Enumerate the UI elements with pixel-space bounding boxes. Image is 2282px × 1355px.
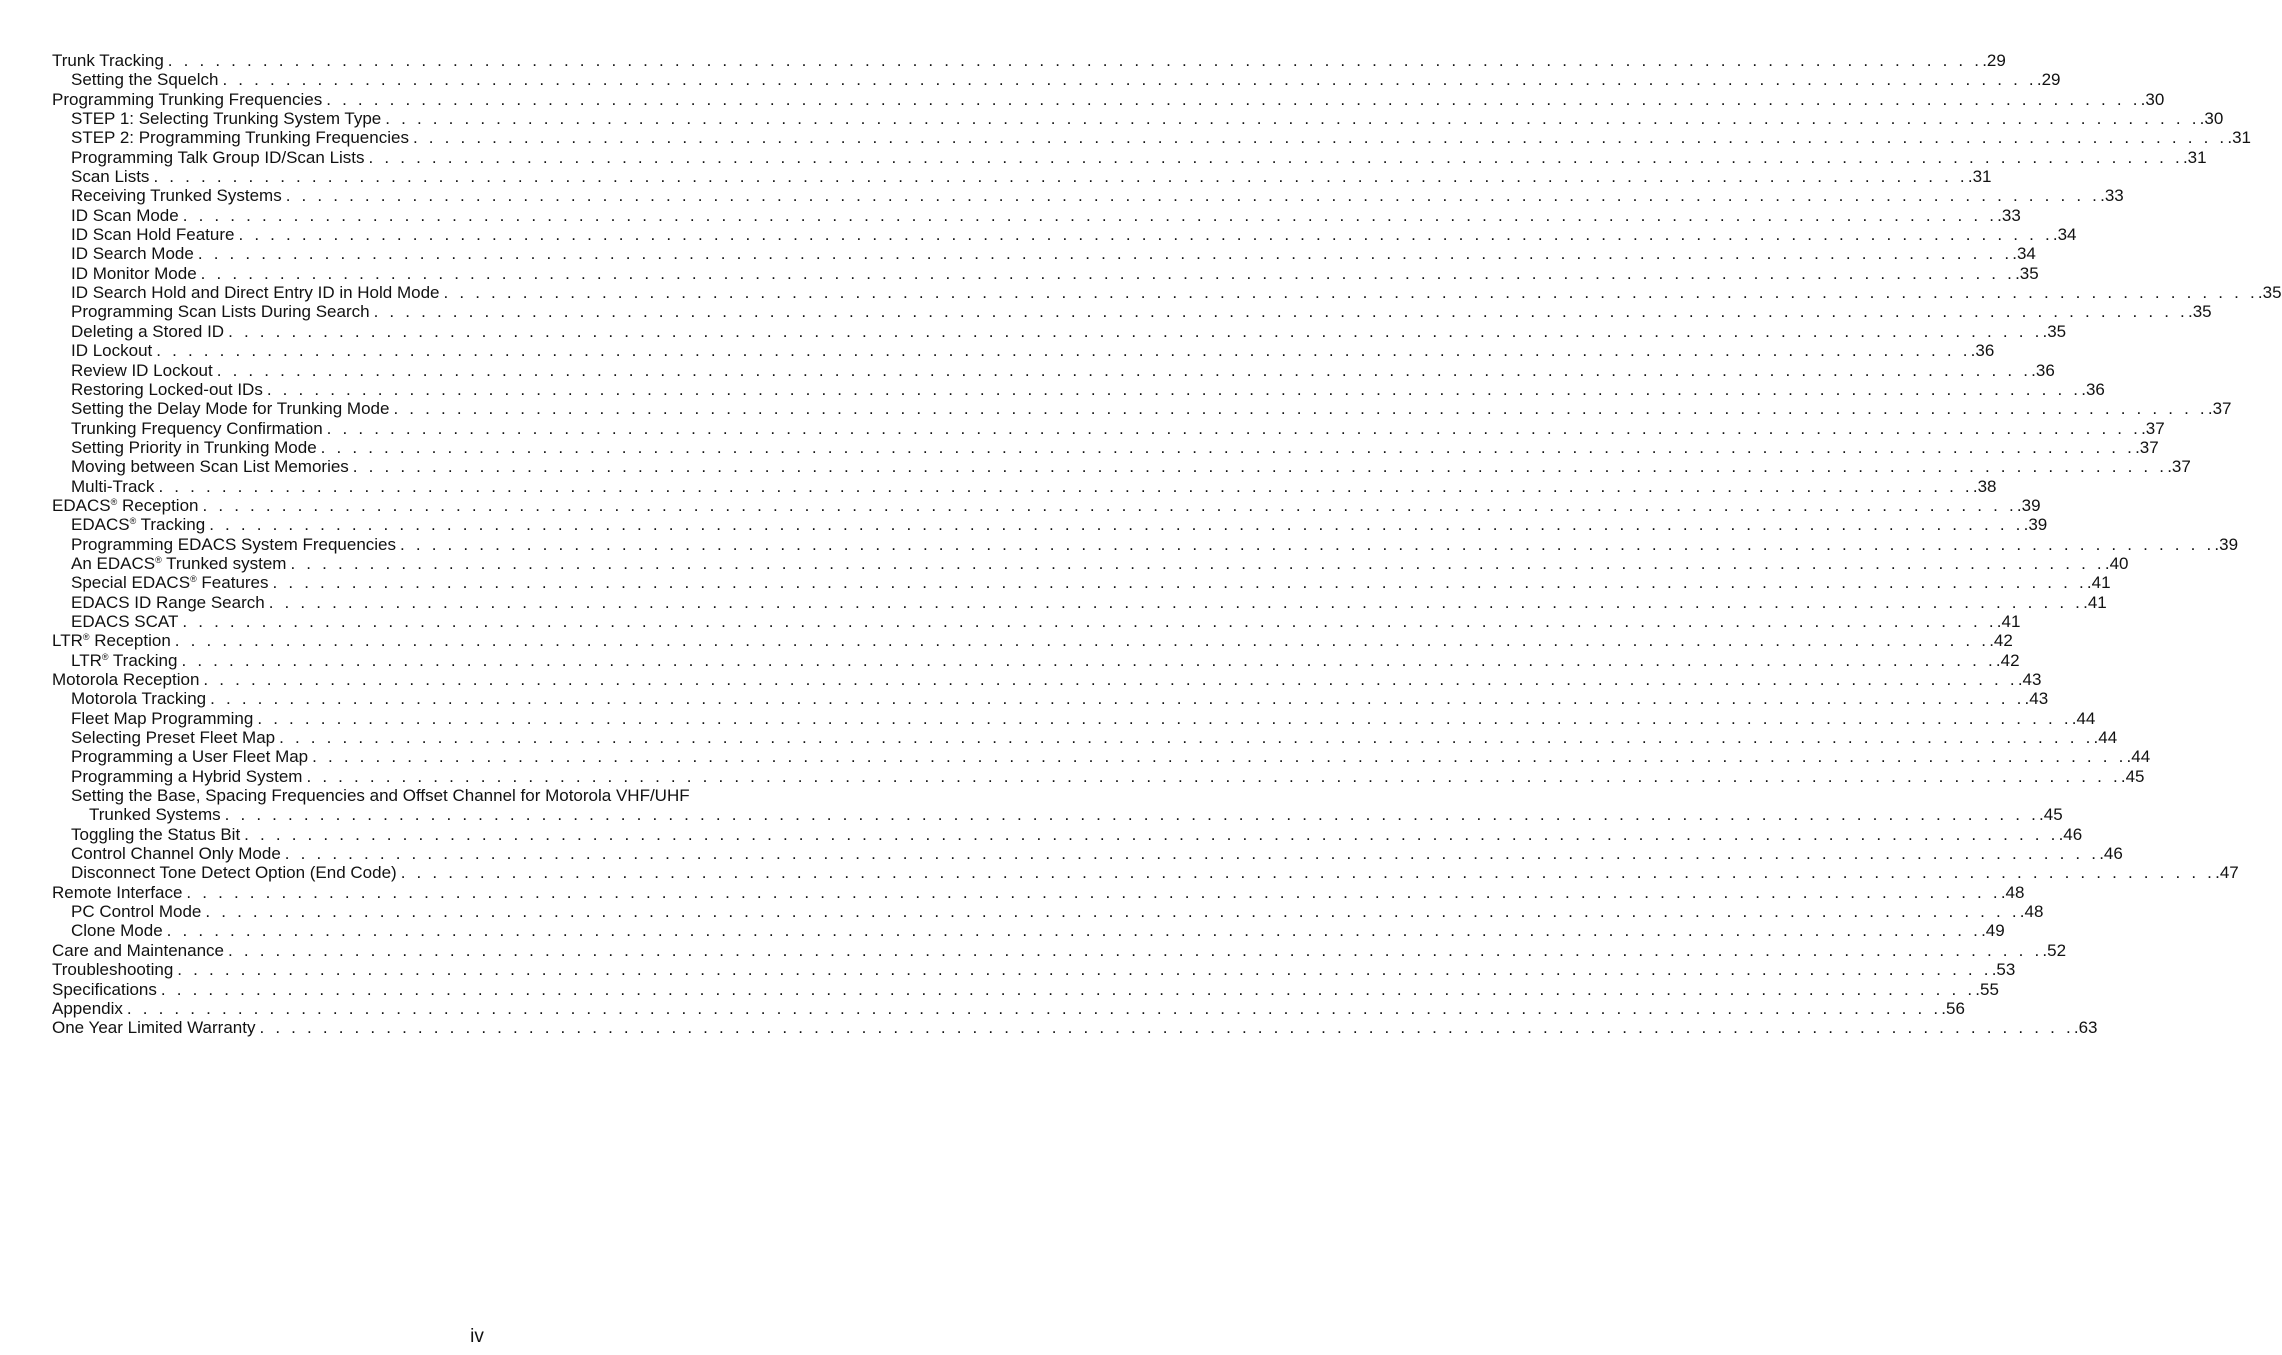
toc-entry-page: .41 [2083, 592, 2107, 612]
dot-leader: . . . . . . . . . . . . . . . . . . . . . . . . . . . . . . . . . . . . . . . . . . . . . . . . . . . . . . . . . . . . . . . . . . . . . . . . . . . . . . . . . . . . . . . . . . . . . . . . . . . . . . . . . . . . . . . . . . . [272, 573, 2087, 593]
toc-entry [52, 244, 2036, 264]
registered-mark: ® [190, 574, 197, 585]
dot-leader: . . . . . . . . . . . . . . . . . . . . . . . . . . . . . . . . . . . . . . . . . . . . . . . . . . . . . . . . . . . . . . . . . . . . . . . . . . . . . . . . . . . . . . . . . . . . . . . . . . . . . . . . . . . . . . . . . . . [177, 960, 1992, 980]
toc-entry-page: .52 [2042, 940, 2067, 960]
toc-entry-title: Programming EDACS System Frequencies [71, 534, 397, 554]
toc-entry [52, 824, 2083, 844]
dot-leader: . . . . . . . . . . . . . . . . . . . . . . . . . . . . . . . . . . . . . . . . . . . . . . . . . . . . . . . . . . . . . . . . . . . . . . . . . . . . . . . . . . . . . . . . . . . . . . . . . . . . . . . . . . . . . . . . . . . [126, 998, 1942, 1018]
dot-leader: . . . . . . . . . . . . . . . . . . . . . . . . . . . . . . . . . . . . . . . . . . . . . . . . . . . . . . . . . . . . . . . . . . . . . . . . . . . . . . . . . . . . . . . . . . . . . . . . . . . . . . . . . . . . . . . . . . . [209, 515, 2024, 535]
page-number: iv [470, 1326, 484, 1347]
dot-leader: . . . . . . . . . . . . . . . . . . . . . . . . . . . . . . . . . . . . . . . . . . . . . . . . . . . . . . . . . . . . . . . . . . . . . . . . . . . . . . . . . . . . . . . . . . . . . . . . . . . . . . . . . . . . . . . . . . . [326, 418, 2142, 438]
toc-entry-title: PC Control Mode [71, 902, 202, 922]
toc-entry-title: Clone Mode [71, 921, 163, 941]
toc-entry-page: .40 [2104, 553, 2129, 573]
dot-leader: . . . . . . . . . . . . . . . . . . . . . . . . . . . . . . . . . . . . . . . . . . . . . . . . . . . . . . . . . . . . . . . . . . . . . . . . . . . . . . . . . . . . . . . . . . . . . . . . . . . . . . . . . . . . . . . . . . . [228, 940, 2043, 960]
toc-entry-title: Moving between Scan List Memories [71, 457, 349, 477]
toc-entry-page: .49 [1981, 921, 2005, 941]
toc-entry [52, 321, 2067, 341]
toc-entry-title: Deleting a Stored ID [71, 321, 225, 341]
toc-entry-title: ID Monitor Mode [71, 263, 197, 283]
toc-entry-page: .33 [1997, 205, 2021, 225]
dot-leader: . . . . . . . . . . . . . . . . . . . . . . . . . . . . . . . . . . . . . . . . . . . . . . . . . . . . . . . . . . . . . . . . . . . . . . . . . . . . . . . . . . . . . . . . . . . . . . . . . . . . . . . . . . . . . . . . . . . [160, 979, 1976, 999]
toc-entry-title: ID Search Hold and Direct Entry ID in Hold Mode [71, 283, 440, 303]
toc-entry-title: Appendix [52, 998, 123, 1018]
toc-entry-page: .37 [2141, 418, 2165, 438]
toc-entry-title: Selecting Preset Fleet Map [71, 728, 276, 748]
toc-entry-page: .31 [2227, 128, 2251, 148]
toc-entry-page: .37 [2135, 437, 2159, 457]
dot-leader: . . . . . . . . . . . . . . . . . . . . . . . . . . . . . . . . . . . . . . . . . . . . . . . . . . . . . . . . . . . . . . . . . . . . . . . . . . . . . . . . . . . . . . . . . . . . . . . . . . . . . . . . . . . . . . . . . . . [197, 244, 2013, 264]
dot-leader: . . . . . . . . . . . . . . . . . . . . . . . . . . . . . . . . . . . . . . . . . . . . . . . . . . . . . . . . . . . . . . . . . . . . . . . . . . . . . . . . . . . . . . . . . . . . . . . . . . . . . . . . . . . . . . . . . . . [181, 650, 1996, 670]
dot-leader: . . . . . . . . . . . . . . . . . . . . . . . . . . . . . . . . . . . . . . . . . . . . . . . . . . . . . . . . . . . . . . . . . . . . . . . . . . . . . . . . . . . . . . . . . . . . . . . . . . . . . . . . . . . . . . . . . . . [158, 476, 1973, 496]
toc-entry [52, 921, 2005, 941]
toc-entry-title: ID Scan Mode [71, 205, 179, 225]
dot-leader: . . . . . . . . . . . . . . . . . . . . . . . . . . . . . . . . . . . . . . . . . . . . . . . . . . . . . . . . . . . . . . . . . . . . . . . . . . . . . . . . . . . . . . . . . . . . . . . . . . . . . . . . . . . . . . . . . . . [174, 631, 1990, 651]
toc-entry [52, 766, 2145, 786]
toc-entry-page: .38 [1972, 476, 1997, 496]
dot-leader: . . . . . . . . . . . . . . . . . . . . . . . . . . . . . . . . . . . . . . . . . . . . . . . . . . . . . . . . . . . . . . . . . . . . . . . . . . . . . . . . . . . . . . . . . . . . . . . . . . . . . . . . . . . . . . . . . . . [320, 437, 2136, 457]
toc-entry [52, 747, 2151, 767]
toc-entry [52, 940, 2067, 960]
toc-entry-title: Scan Lists [71, 167, 150, 187]
dot-leader: . . . . . . . . . . . . . . . . . . . . . . . . . . . . . . . . . . . . . . . . . . . . . . . . . . . . . . . . . . . . . . . . . . . . . . . . . . . . . . . . . . . . . . . . . . . . . . . . . . . . . . . . . . . . . . . . . . . [216, 360, 2032, 380]
dot-leader: . . . . . . . . . . . . . . . . . . . . . . . . . . . . . . . . . . . . . . . . . . . . . . . . . . . . . . . . . . . . . . . . . . . . . . . . . . . . . . . . . . . . . . . . . . . . . . . . . . . . . . . . . . . . . . . . . . . [385, 109, 2200, 129]
toc-entry [52, 186, 2124, 206]
toc-entry [52, 960, 2016, 980]
toc-entry [52, 51, 2006, 70]
toc-entry-page: .48 [2019, 902, 2044, 922]
toc-entry [52, 109, 2224, 129]
toc-entry [52, 650, 2020, 670]
toc-entry [52, 689, 2049, 709]
toc-entry [52, 263, 2039, 283]
toc-entry-title: ID Lockout [71, 341, 153, 361]
toc-entry-title: ID Search Mode [71, 244, 194, 264]
registered-mark: ® [129, 516, 137, 527]
toc-entry [52, 592, 2107, 612]
dot-leader: . . . . . . . . . . . . . . . . . . . . . . . . . . . . . . . . . . . . . . . . . . . . . . . . . . . . . . . . . . . . . . . . . . . . . . . . . . . . . . . . . . . . . . . . . . . . . . . . . . . . . . . . . . . . . . . . . . . [238, 225, 2053, 245]
dot-leader: . . . . . . . . . . . . . . . . . . . . . . . . . . . . . . . . . . . . . . . . . . . . . . . . . . . . . . . . . . . . . . . . . . . . . . . . . . . . . . . . . . . . . . . . . . . . . . . . . . . . . . . . . . . . . . . . . . . [352, 457, 2168, 477]
toc-entry [52, 534, 2239, 554]
toc-entry-page: .35 [2257, 283, 2282, 303]
toc-entry-page: .44 [2126, 747, 2151, 767]
toc-entry [52, 611, 2021, 631]
registered-mark: ® [101, 651, 109, 662]
toc-entry-page: .33 [2100, 186, 2124, 206]
toc-entry [52, 998, 1965, 1018]
dot-leader: . . . . . . . . . . . . . . . . . . . . . . . . . . . . . . . . . . . . . . . . . . . . . . . . . . . . . . . . . . . . . . . . . . . . . . . . . . . . . . . . . . . . . . . . . . . . . . . . . . . . . . . . . . . . . . . . . . . [228, 321, 2043, 341]
toc-entry-title: Care and Maintenance [52, 940, 225, 960]
toc-entry-title: EDACS ID Range Search [71, 592, 265, 612]
toc-entry-page: .35 [2187, 302, 2212, 322]
dot-leader: . . . . . . . . . . . . . . . . . . . . . . . . . . . . . . . . . . . . . . . . . . . . . . . . . . . . . . . . . . . . . . . . . . . . . . . . . . . . . . . . . . . . . . . . . . . . . . . . . . . . . . . . . . . . . . . . . . . [443, 283, 2258, 303]
toc-entry-title: Setting the Delay Mode for Trunking Mode [71, 399, 390, 419]
dot-leader: . . . . . . . . . . . . . . . . . . . . . . . . . . . . . . . . . . . . . . . . . . . . . . . . . . . . . . . . . . . . . . . . . . . . . . . . . . . . . . . . . . . . . . . . . . . . . . . . . . . . . . . . . . . . . . . . . . . [202, 495, 2017, 515]
toc-entry-title: STEP 1: Selecting Trunking System Type [71, 109, 382, 129]
dot-leader: . . . . . . . . . . . . . . . . . . . . . . . . . . . . . . . . . . . . . . . . . . . . . . . . . . . . . . . . . . . . . . . . . . . . . . . . . . . . . . . . . . . . . . . . . . . . . . . . . . . . . . . . . . . . . . . . . . . [268, 592, 2084, 612]
toc-entry-title: Programming Scan Lists During Search [71, 302, 370, 322]
dot-leader: . . . . . . . . . . . . . . . . . . . . . . . . . . . . . . . . . . . . . . . . . . . . . . . . . . . . . . . . . . . . . . . . . . . . . . . . . . . . . . . . . . . . . . . . . . . . . . . . . . . . . . . . . . . . . . . . . . . [266, 379, 2082, 399]
toc-entry-title: One Year Limited Warranty [52, 1018, 256, 1038]
toc-entry-title: Motorola Reception [52, 670, 200, 689]
dot-leader: . . . . . . . . . . . . . . . . . . . . . . . . . . . . . . . . . . . . . . . . . . . . . . . . . . . . . . . . . . . . . . . . . . . . . . . . . . . . . . . . . . . . . . . . . . . . . . . . . . . . . . . . . . . . . . . . . . . [290, 553, 2105, 573]
toc-entry [52, 360, 2055, 380]
toc-entry [52, 379, 2105, 399]
toc-entry-page: .53 [1991, 960, 2016, 980]
toc-entry-title: Troubleshooting [52, 960, 174, 980]
toc-entry-page: .41 [1996, 611, 2021, 631]
registered-mark: ® [155, 554, 162, 565]
toc-entry-title: LTR® Reception [52, 631, 171, 651]
toc-entry-page: .48 [2000, 882, 2025, 902]
dot-leader: . . . . . . . . . . . . . . . . . . . . . . . . . . . . . . . . . . . . . . . . . . . . . . . . . . . . . . . . . . . . . . . . . . . . . . . . . . . . . . . . . . . . . . . . . . . . . . . . . . . . . . . . . . . . . . . . . . . [326, 89, 2141, 109]
toc-entry-page: .36 [1970, 341, 1995, 361]
toc-entry-title: Specifications [52, 979, 157, 999]
toc-entry [52, 882, 2025, 902]
toc-entry-title: Review ID Lockout [71, 360, 213, 380]
toc-entry [52, 283, 2282, 303]
toc-entry [52, 844, 2123, 864]
dot-leader: . . . . . . . . . . . . . . . . . . . . . . . . . . . . . . . . . . . . . . . . . . . . . . . . . . . . . . . . . . . . . . . . . . . . . . . . . . . . . . . . . . . . . . . . . . . . . . . . . . . . . . . . . . . . . . . . . . . [412, 128, 2228, 148]
dot-leader: . . . . . . . . . . . . . . . . . . . . . . . . . . . . . . . . . . . . . . . . . . . . . . . . . . . . . . . . . . . . . . . . . . . . . . . . . . . . . . . . . . . . . . . . . . . . . . . . . . . . . . . . . . . . . . . . . . . [244, 824, 2059, 844]
dot-leader: . . . . . . . . . . . . . . . . . . . . . . . . . . . . . . . . . . . . . . . . . . . . . . . . . . . . . . . . . . . . . . . . . . . . . . . . . . . . . . . . . . . . . . . . . . . . . . . . . . . . . . . . . . . . . . . . . . . [186, 882, 2001, 902]
dot-leader: . . . . . . . . . . . . . . . . . . . . . . . . . . . . . . . . . . . . . . . . . . . . . . . . . . . . . . . . . . . . . . . . . . . . . . . . . . . . . . . . . . . . . . . . . . . . . . . . . . . . . . . . . . . . . . . . . . . [205, 902, 2020, 922]
toc-entry-title: EDACS® Tracking [71, 515, 206, 535]
toc-entry [52, 147, 2207, 167]
toc-entry-page: .46 [2058, 824, 2083, 844]
toc-entry-title: Special EDACS® Features [71, 573, 269, 593]
toc-entry-page: .42 [1995, 650, 2020, 670]
toc-entry-title: Control Channel Only Mode [71, 844, 281, 864]
toc-entry-title: Trunk Tracking [52, 51, 164, 70]
toc-entry-page: .37 [2207, 399, 2232, 419]
toc-entry-title: Trunked Systems [89, 805, 221, 825]
toc-entry-page: .34 [2052, 225, 2077, 245]
toc-entry-page: .31 [2182, 147, 2207, 167]
dot-leader: . . . . . . . . . . . . . . . . . . . . . . . . . . . . . . . . . . . . . . . . . . . . . . . . . . . . . . . . . . . . . . . . . . . . . . . . . . . . . . . . . . . . . . . . . . . . . . . . . . . . . . . . . . . . . . . . . . . [306, 766, 2121, 786]
toc-entry-title: Restoring Locked-out IDs [71, 379, 263, 399]
toc-entry-page: .41 [2086, 573, 2111, 593]
dot-leader: . . . . . . . . . . . . . . . . . . . . . . . . . . . . . . . . . . . . . . . . . . . . . . . . . . . . . . . . . . . . . . . . . . . . . . . . . . . . . . . . . . . . . . . . . . . . . . . . . . . . . . . . . . . . . . . . . . . [373, 302, 2188, 322]
toc-entry [52, 805, 2063, 825]
dot-leader: . . . . . . . . . . . . . . . . . . . . . . . . . . . . . . . . . . . . . . . . . . . . . . . . . . . . . . . . . . . . . . . . . . . . . . . . . . . . . . . . . . . . . . . . . . . . . . . . . . . . . . . . . . . . . . . . . . . [182, 611, 1997, 631]
toc-entry [52, 573, 2111, 593]
toc-entry-title: EDACS SCAT [71, 611, 179, 631]
toc-entry [52, 670, 2042, 689]
toc-entry-title: An EDACS® Trunked system [71, 553, 287, 573]
toc-entry [52, 128, 2251, 148]
dot-leader: . . . . . . . . . . . . . . . . . . . . . . . . . . . . . . . . . . . . . . . . . . . . . . . . . . . . . . . . . . . . . . . . . . . . . . . . . . . . . . . . . . . . . . . . . . . . . . . . . . . . . . . . . . . . . . . . . . . [400, 863, 2216, 883]
toc-entry-title: Setting the Base, Spacing Frequencies and Offset Channel for Motorola VHF/UHF [71, 786, 690, 806]
toc-entry-page: .43 [2017, 670, 2042, 689]
toc-entry-page: .43 [2024, 689, 2049, 709]
toc-entry [52, 1018, 2098, 1038]
dot-leader: . . . . . . . . . . . . . . . . . . . . . . . . . . . . . . . . . . . . . . . . . . . . . . . . . . . . . . . . . . . . . . . . . . . . . . . . . . . . . . . . . . . . . . . . . . . . . . . . . . . . . . . . . . . . . . . . . . . [153, 167, 1968, 187]
toc-entry-page: .35 [2042, 321, 2067, 341]
toc-entry-title: LTR® Tracking [71, 650, 178, 670]
toc-entry-page: .55 [1975, 979, 1999, 999]
dot-leader: . . . . . . . . . . . . . . . . . . . . . . . . . . . . . . . . . . . . . . . . . . . . . . . . . . . . . . . . . . . . . . . . . . . . . . . . . . . . . . . . . . . . . . . . . . . . . . . . . . . . . . . . . . . . . . . . . . . [167, 51, 1983, 70]
toc-entry-page: .30 [2140, 89, 2165, 109]
toc-entry-page: .47 [2215, 863, 2239, 883]
toc-entry-page: .45 [2120, 766, 2145, 786]
toc-entry [52, 495, 2041, 515]
toc-entry [52, 302, 2212, 322]
toc-entry [52, 902, 2044, 922]
toc-entry-title: Trunking Frequency Confirmation [71, 418, 323, 438]
toc-entry-page: .31 [1967, 167, 1992, 187]
toc-entry-page: .45 [2039, 805, 2063, 825]
toc-entry [52, 476, 1997, 496]
toc-entry-title: Programming Trunking Frequencies [52, 89, 323, 109]
toc-entry-page: .39 [2016, 495, 2041, 515]
dot-leader: . . . . . . . . . . . . . . . . . . . . . . . . . . . . . . . . . . . . . . . . . . . . . . . . . . . . . . . . . . . . . . . . . . . . . . . . . . . . . . . . . . . . . . . . . . . . . . . . . . . . . . . . . . . . . . . . . . . [368, 147, 2183, 167]
toc-entry [52, 515, 2048, 535]
toc-entry-page: .35 [2015, 263, 2039, 283]
toc-entry-title: Programming a User Fleet Map [71, 747, 309, 767]
dot-leader: . . . . . . . . . . . . . . . . . . . . . . . . . . . . . . . . . . . . . . . . . . . . . . . . . . . . . . . . . . . . . . . . . . . . . . . . . . . . . . . . . . . . . . . . . . . . . . . . . . . . . . . . . . . . . . . . . . . [200, 263, 2016, 283]
registered-mark: ® [110, 496, 118, 507]
table-of-contents [52, 51, 2282, 1038]
toc-entry-title: Setting Priority in Trunking Mode [71, 437, 317, 457]
toc-entry-title: Programming Talk Group ID/Scan Lists [71, 147, 365, 167]
toc-entry [52, 225, 2077, 245]
toc-entry-page: .30 [2199, 109, 2224, 129]
toc-entry [52, 89, 2165, 109]
toc-entry-page: .34 [2012, 244, 2036, 264]
toc-entry [52, 457, 2191, 477]
toc-entry [52, 728, 2118, 748]
toc-entry [52, 786, 898, 805]
toc-entry-page: .46 [2099, 844, 2123, 864]
toc-entry-title: Motorola Tracking [71, 689, 207, 709]
toc-entry [52, 205, 2021, 225]
toc-entry [52, 708, 2096, 728]
toc-entry-page: .37 [2167, 457, 2191, 477]
registered-mark: ® [82, 632, 90, 643]
toc-entry-title: Receiving Trunked Systems [71, 186, 282, 206]
dot-leader: . . . . . . . . . . . . . . . . . . . . . . . . . . . . . . . . . . . . . . . . . . . . . . . . . . . . . . . . . . . . . . . . . . . . . . . . . . . . . . . . . . . . . . . . . . . . . . . . . . . . . . . . . . . . . . . . . . . [312, 747, 2127, 767]
toc-entry-title: Disconnect Tone Detect Option (End Code) [71, 863, 397, 883]
dot-leader: . . . . . . . . . . . . . . . . . . . . . . . . . . . . . . . . . . . . . . . . . . . . . . . . . . . . . . . . . . . . . . . . . . . . . . . . . . . . . . . . . . . . . . . . . . . . . . . . . . . . . . . . . . . . . . . . . . . [257, 708, 2072, 728]
toc-entry [52, 167, 1992, 187]
toc-entry [52, 631, 2013, 651]
dot-leader: . . . . . . . . . . . . . . . . . . . . . . . . . . . . . . . . . . . . . . . . . . . . . . . . . . . . . . . . . . . . . . . . . . . . . . . . . . . . . . . . . . . . . . . . . . . . . . . . . . . . . . . . . . . . . . . . . . . [284, 844, 2100, 864]
toc-entry-page: .39 [2214, 534, 2239, 554]
toc-entry-page: .36 [2031, 360, 2055, 380]
dot-leader: . . . . . . . . . . . . . . . . . . . . . . . . . . . . . . . . . . . . . . . . . . . . . . . . . . . . . . . . . . . . . . . . . . . . . . . . . . . . . . . . . . . . . . . . . . . . . . . . . . . . . . . . . . . . . . . . . . . [259, 1018, 2074, 1038]
toc-entry-page: .56 [1941, 998, 1965, 1018]
toc-entry-page: .44 [2071, 708, 2096, 728]
toc-entry-title: EDACS® Reception [52, 495, 199, 515]
dot-leader: . . . . . . . . . . . . . . . . . . . . . . . . . . . . . . . . . . . . . . . . . . . . . . . . . . . . . . . . . . . . . . . . . . . . . . . . . . . . . . . . . . . . . . . . . . . . . . . . . . . . . . . . . . . . . . . . . . . [224, 805, 2040, 825]
dot-leader: . . . . . . . . . . . . . . . . . . . . . . . . . . . . . . . . . . . . . . . . . . . . . . . . . . . . . . . . . . . . . . . . . . . . . . . . . . . . . . . . . . . . . . . . . . . . . . . . . . . . . . . . . . . . . . . . . . . [285, 186, 2101, 206]
toc-entry [52, 399, 2232, 419]
toc-entry [52, 553, 2129, 573]
toc-entry [52, 979, 1999, 999]
toc-entry [52, 70, 2061, 90]
dot-leader: . . . . . . . . . . . . . . . . . . . . . . . . . . . . . . . . . . . . . . . . . . . . . . . . . . . . . . . . . . . . . . . . . . . . . . . . . . . . . . . . . . . . . . . . . . . . . . . . . . . . . . . . . . . . . . . . . . . [400, 534, 2215, 554]
dot-leader: . . . . . . . . . . . . . . . . . . . . . . . . . . . . . . . . . . . . . . . . . . . . . . . . . . . . . . . . . . . . . . . . . . . . . . . . . . . . . . . . . . . . . . . . . . . . . . . . . . . . . . . . . . . . . . . . . . . [279, 728, 2094, 748]
toc-entry [52, 437, 2159, 457]
dot-leader: . . . . . . . . . . . . . . . . . . . . . . . . . . . . . . . . . . . . . . . . . . . . . . . . . . . . . . . . . . . . . . . . . . . . . . . . . . . . . . . . . . . . . . . . . . . . . . . . . . . . . . . . . . . . . . . . . . . [203, 670, 2018, 689]
toc-entry [52, 418, 2165, 438]
toc-entry-title: Fleet Map Programming [71, 708, 254, 728]
toc-entry-title: Remote Interface [52, 882, 183, 902]
toc-entry-page: .42 [1989, 631, 2013, 651]
dot-leader: . . . . . . . . . . . . . . . . . . . . . . . . . . . . . . . . . . . . . . . . . . . . . . . . . . . . . . . . . . . . . . . . . . . . . . . . . . . . . . . . . . . . . . . . . . . . . . . . . . . . . . . . . . . . . . . . . . . [166, 921, 1982, 941]
dot-leader: . . . . . . . . . . . . . . . . . . . . . . . . . . . . . . . . . . . . . . . . . . . . . . . . . . . . . . . . . . . . . . . . . . . . . . . . . . . . . . . . . . . . . . . . . . . . . . . . . . . . . . . . . . . . . . . . . . . [210, 689, 2025, 709]
dot-leader: . . . . . . . . . . . . . . . . . . . . . . . . . . . . . . . . . . . . . . . . . . . . . . . . . . . . . . . . . . . . . . . . . . . . . . . . . . . . . . . . . . . . . . . . . . . . . . . . . . . . . . . . . . . . . . . . . . . [222, 70, 2037, 90]
toc-entry [52, 341, 1995, 361]
toc-entry-page: .44 [2093, 728, 2118, 748]
toc-entry-page: .36 [2081, 379, 2105, 399]
toc-entry-title: Programming a Hybrid System [71, 766, 303, 786]
toc-entry [52, 863, 2239, 883]
toc-entry-page: .39 [2023, 515, 2048, 535]
toc-entry-title: Toggling the Status Bit [71, 824, 241, 844]
toc-entry-title: ID Scan Hold Feature [71, 225, 235, 245]
toc-entry-title: STEP 2: Programming Trunking Frequencies [71, 128, 409, 148]
dot-leader: . . . . . . . . . . . . . . . . . . . . . . . . . . . . . . . . . . . . . . . . . . . . . . . . . . . . . . . . . . . . . . . . . . . . . . . . . . . . . . . . . . . . . . . . . . . . . . . . . . . . . . . . . . . . . . . . . . . [182, 205, 1998, 225]
toc-entry-page: .63 [2073, 1018, 2098, 1038]
toc-entry-page: .29 [2036, 70, 2061, 90]
toc-entry-page: .29 [1982, 51, 2006, 70]
dot-leader: . . . . . . . . . . . . . . . . . . . . . . . . . . . . . . . . . . . . . . . . . . . . . . . . . . . . . . . . . . . . . . . . . . . . . . . . . . . . . . . . . . . . . . . . . . . . . . . . . . . . . . . . . . . . . . . . . . . [156, 341, 1971, 361]
toc-entry-title: Setting the Squelch [71, 70, 219, 90]
dot-leader: . . . . . . . . . . . . . . . . . . . . . . . . . . . . . . . . . . . . . . . . . . . . . . . . . . . . . . . . . . . . . . . . . . . . . . . . . . . . . . . . . . . . . . . . . . . . . . . . . . . . . . . . . . . . . . . . . . . [393, 399, 2208, 419]
toc-entry-title: Multi-Track [71, 476, 155, 496]
